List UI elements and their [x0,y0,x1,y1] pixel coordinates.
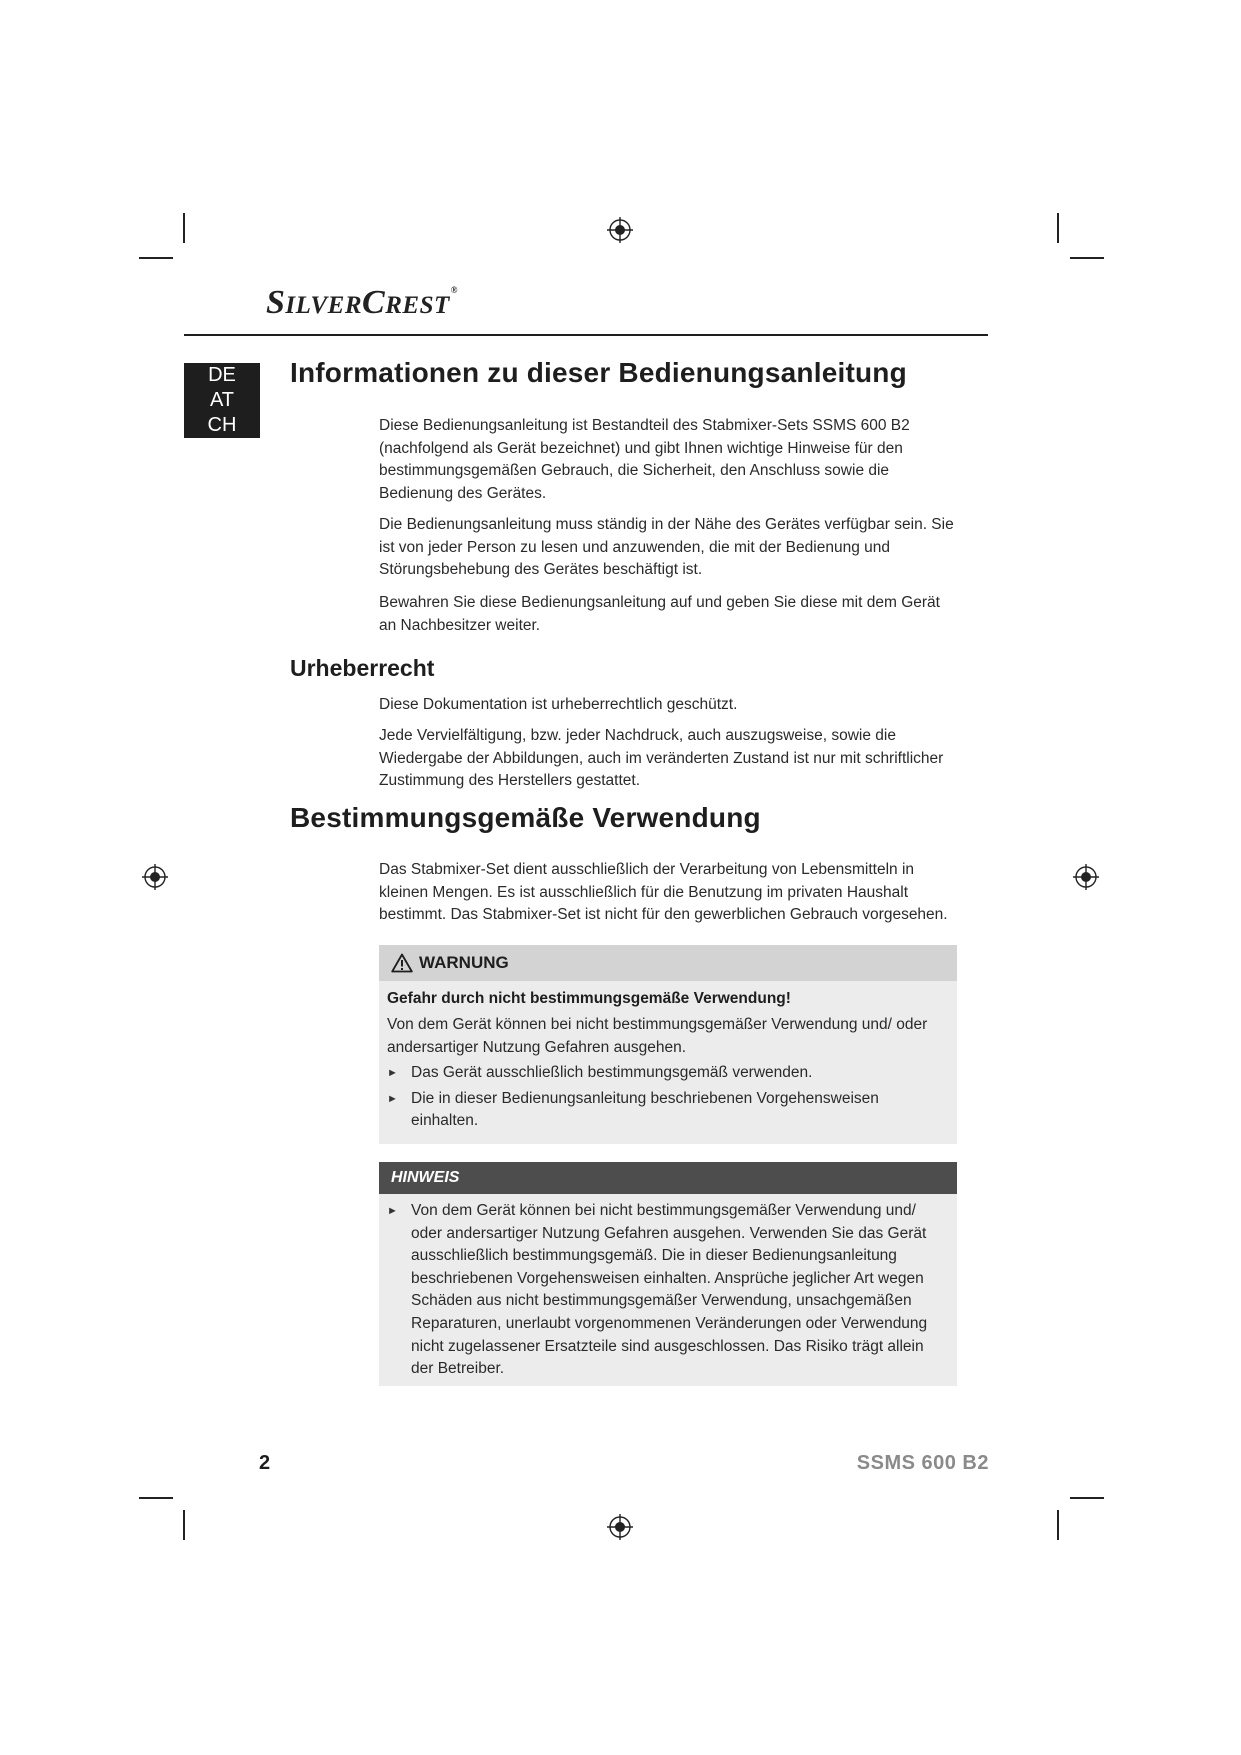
intended-use-paragraph: Das Stabmixer-Set dient ausschließlich der Verarbeitung von Lebensmitteln in kleinen Mengen. Es ist ausschließlich für die Benutzung im privaten Haushalt bestimmt. Das Stabmixer-Set ist nicht für den gewerblichen Gebrauch vorgesehen. [379,861,948,924]
warning-box [379,945,957,1144]
list-item [387,1062,947,1085]
registration-mark-icon [607,1514,633,1540]
crop-mark-top-right-vertical [1057,213,1059,243]
note-box [379,1162,957,1386]
language-box [184,363,260,438]
language-de: DE [208,364,236,386]
silvercrest-logo: SILVERCREST® [266,284,458,321]
arrow-bullet-icon: ► [387,1092,398,1105]
crop-mark-bottom-left-vertical [183,1510,185,1540]
arrow-bullet-icon: ► [387,1205,398,1217]
info-heading: Informationen zu dieser Bedienungsanleitung [290,357,907,388]
arrow-bullet-icon: ► [387,1067,398,1080]
info-paragraph-3: Bewahren Sie diese Bedienungsanleitung auf und geben Sie diese mit dem Gerät an Nachbesitzer weiter. [379,594,940,634]
info-paragraph-2: Die Bedienungsanleitung muss ständig in der Nähe des Gerätes verfügbar sein. Sie ist von jeder Person zu lesen und anzuwenden, die mit der Bedienung und Störungsbehebung des Gerätes beschäftigt ist. [379,516,954,579]
warning-bullet-1: Das Gerät ausschließlich bestimmungsgemäß verwenden. [411,1064,813,1082]
copyright-paragraph-2: Jede Vervielfältigung, bzw. jeder Nachdruck, auch auszugsweise, sowie die Wiedergabe der Abbildungen, auch im veränderten Zustand ist nur mit schriftlicher Zustimmung des Herstellers gestattet. [379,727,944,790]
crop-mark-top-left-horizontal [139,257,173,259]
registration-mark-icon [607,217,633,243]
header-rule [184,334,988,336]
warning-bullet-2: Die in dieser Bedienungsanleitung beschriebenen Vorgehensweisen einhalten. [411,1089,879,1130]
note-label: HINWEIS [391,1169,460,1186]
warning-text: Von dem Gerät können bei nicht bestimmungsgemäßer Verwendung und/ oder andersartiger Nutzung Gefahren ausgehen. [387,1016,928,1056]
registration-mark-icon [142,864,168,890]
info-paragraph-1: Diese Bedienungsanleitung ist Bestandteil des Stabmixer-Sets SSMS 600 B2 (nachfolgend als Gerät bezeichnet) und gibt Ihnen wichtige Hinweise für den bestimmungsgemäßen Gebrauch, die Sicherheit, den Anschluss sowie die Bedienung des Gerätes. [379,417,910,502]
warning-label: WARNUNG [419,953,509,972]
note-header [379,1162,957,1194]
list-item [387,1200,947,1381]
language-ch: CH [207,414,237,436]
crop-mark-bottom-left-horizontal [139,1497,173,1499]
warning-triangle-icon [391,953,413,973]
copyright-heading: Urheberrecht [290,655,435,681]
warning-subtitle: Gefahr durch nicht bestimmungsgemäße Verwendung! [387,990,791,1007]
crop-mark-bottom-right-vertical [1057,1510,1059,1540]
page-number: 2 [259,1452,271,1474]
language-at: AT [209,389,235,411]
copyright-paragraph-1: Diese Dokumentation ist urheberrechtlich geschützt. [379,696,738,713]
intended-use-heading: Bestimmungsgemäße Verwendung [290,802,761,833]
registration-mark-icon [1073,864,1099,890]
crop-mark-bottom-right-horizontal [1070,1497,1104,1499]
list-item [387,1088,947,1133]
note-bullet-1: Von dem Gerät können bei nicht bestimmungsgemäßer Verwendung und/ oder andersartiger Nutzung Gefahren ausgehen. Verwenden Sie das Gerät ausschließlich bestimmungsgemäß. Die in dieser Bedienungsanleitung beschriebenen Vorgehensweisen einhalten. Ansprüche jeglicher Art wegen Schäden aus nicht bestimmungsgemäßer Verwendung, unsachgemäßen Reparaturen, unerlaubt vorgenommenen Veränderungen oder Verwendung nicht zugelassener Ersatzteile sind ausgeschlossen. Das Risiko trägt allein der Betreiber. [411,1202,928,1378]
warning-header [379,945,957,981]
model-number: SSMS 600 B2 [856,1452,989,1474]
crop-mark-top-left-vertical [183,213,185,243]
crop-mark-top-right-horizontal [1070,257,1104,259]
